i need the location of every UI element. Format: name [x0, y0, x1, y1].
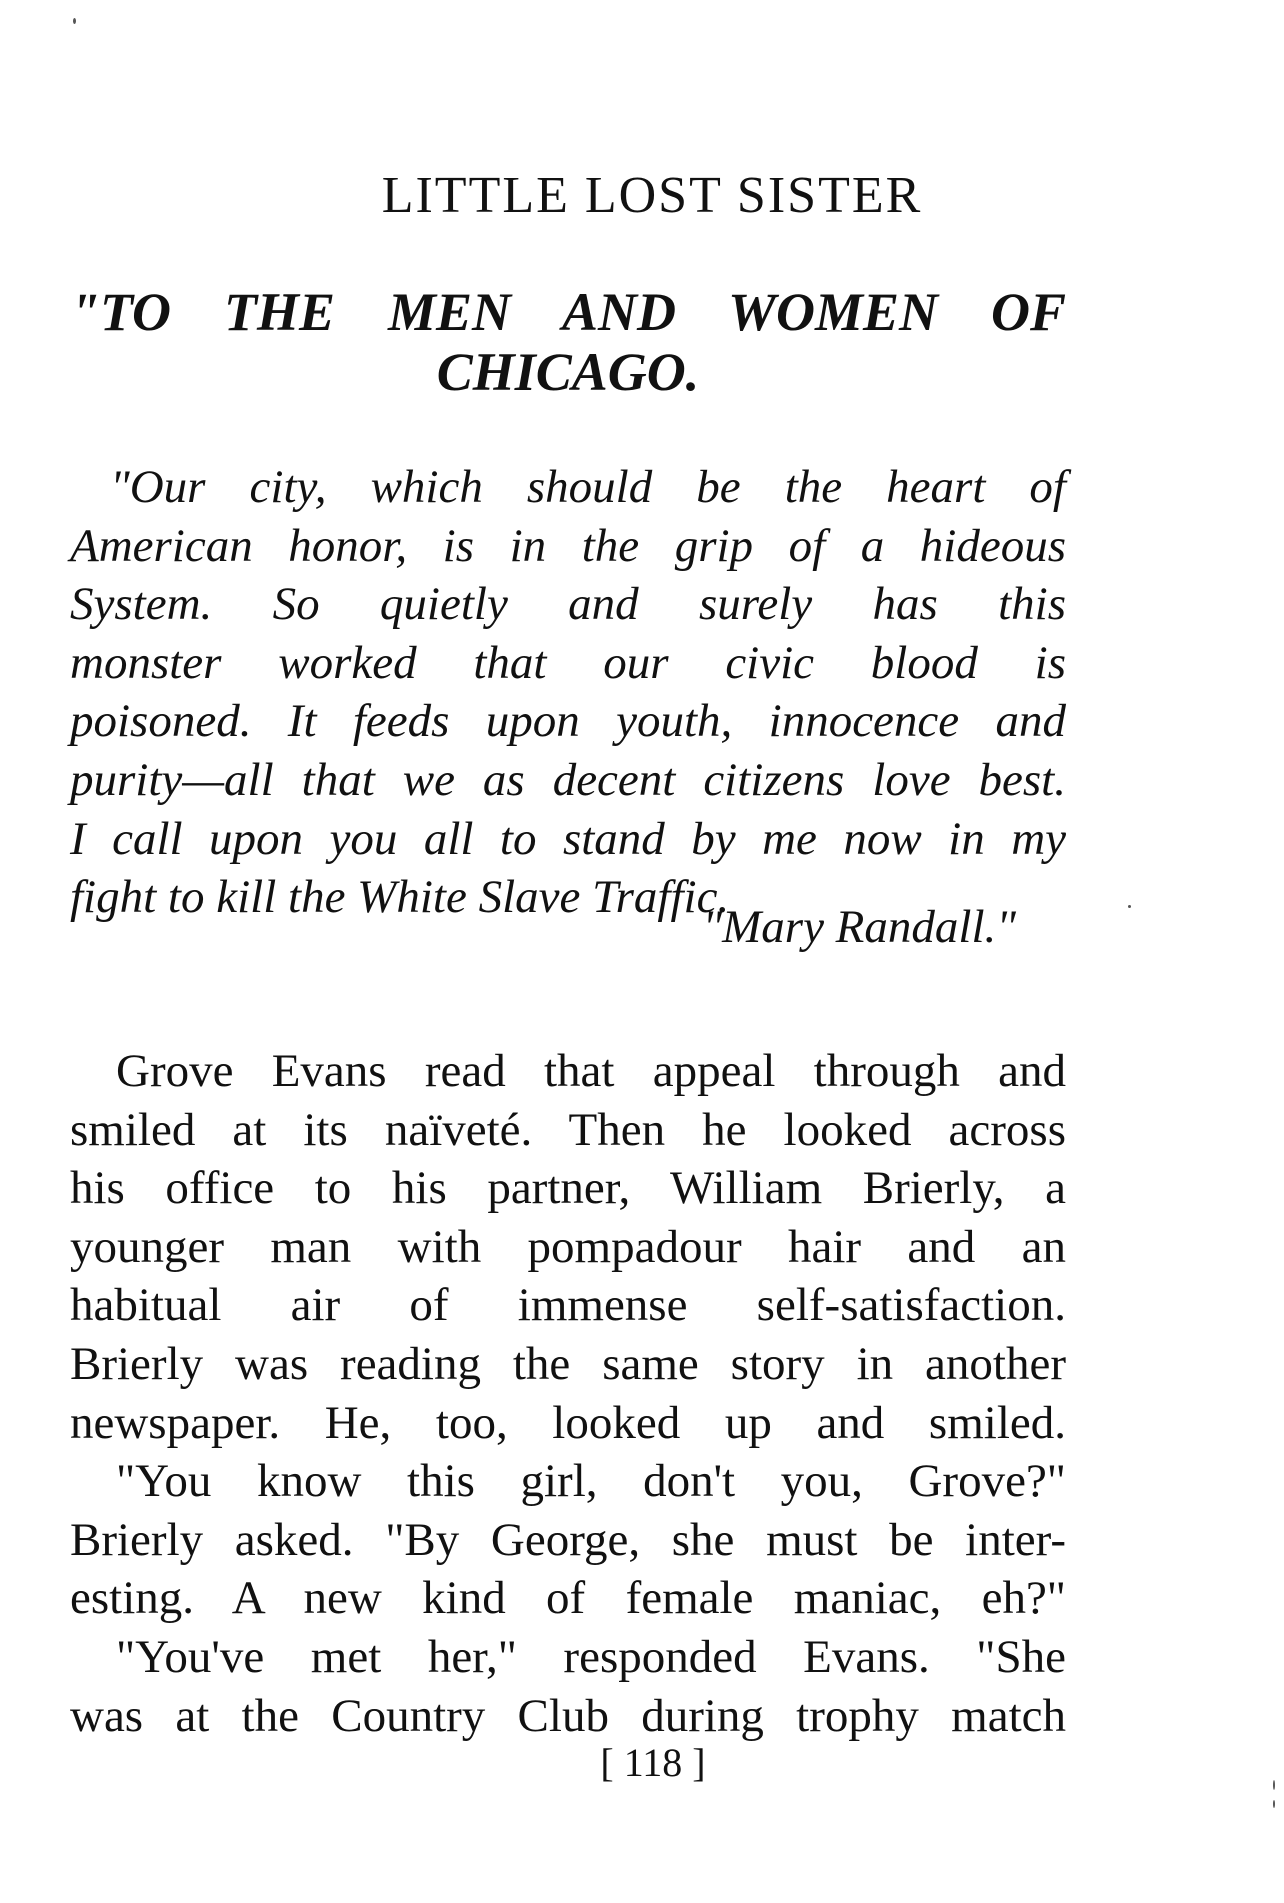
- proclamation-line: System. So quietly and surely has this: [70, 578, 1066, 631]
- body-line: was at the Country Club during trophy match: [70, 1689, 1066, 1742]
- scan-speck: [1128, 905, 1131, 908]
- body-line: smiled at its naïveté. Then he looked across: [70, 1103, 1066, 1156]
- signature: "Mary Randall.": [702, 901, 1016, 953]
- proclamation-line: purity—all that we as decent citizens love best.: [70, 753, 1066, 806]
- body-line: his office to his partner, William Brierly, a: [70, 1162, 1066, 1215]
- proclamation-line: monster worked that our civic blood is: [70, 636, 1066, 689]
- proclamation-text: [70, 458, 1066, 927]
- body-line: Brierly asked. "By George, she must be inter-: [70, 1513, 1066, 1566]
- body-text: [70, 1042, 1066, 1745]
- scan-speck: [73, 18, 76, 24]
- proclamation-line: American honor, is in the grip of a hideous: [70, 519, 1066, 572]
- body-line: younger man with pompadour hair and an: [70, 1220, 1066, 1273]
- proclamation-line: "Our city, which should be the heart of: [110, 461, 1066, 513]
- address-title: [70, 282, 1066, 402]
- address-title-line: CHICAGO.: [436, 342, 700, 402]
- page-number: [ 118 ]: [600, 1740, 706, 1785]
- scan-speck: [1273, 1780, 1275, 1790]
- scan-speck: [1273, 1800, 1275, 1808]
- body-line: newspaper. He, too, looked up and smiled.: [70, 1396, 1066, 1449]
- body-line: Brierly was reading the same story in another: [70, 1337, 1066, 1390]
- body-line: "You know this girl, don't you, Grove?": [116, 1455, 1066, 1508]
- body-line: esting. A new kind of female maniac, eh?": [70, 1572, 1066, 1625]
- body-line: Grove Evans read that appeal through and: [116, 1045, 1066, 1097]
- body-line: habitual air of immense self-satisfaction.: [70, 1279, 1066, 1332]
- address-title-line: "TO THE MEN AND WOMEN OF: [70, 282, 1066, 342]
- running-head: LITTLE LOST SISTER: [381, 167, 923, 224]
- body-line: "You've met her," responded Evans. "She: [116, 1630, 1066, 1683]
- proclamation-line: I call upon you all to stand by me now in my: [70, 812, 1066, 865]
- proclamation-line: fight to kill the White Slave Traffic.: [70, 871, 730, 924]
- proclamation-line: poisoned. It feeds upon youth, innocence and: [70, 695, 1066, 748]
